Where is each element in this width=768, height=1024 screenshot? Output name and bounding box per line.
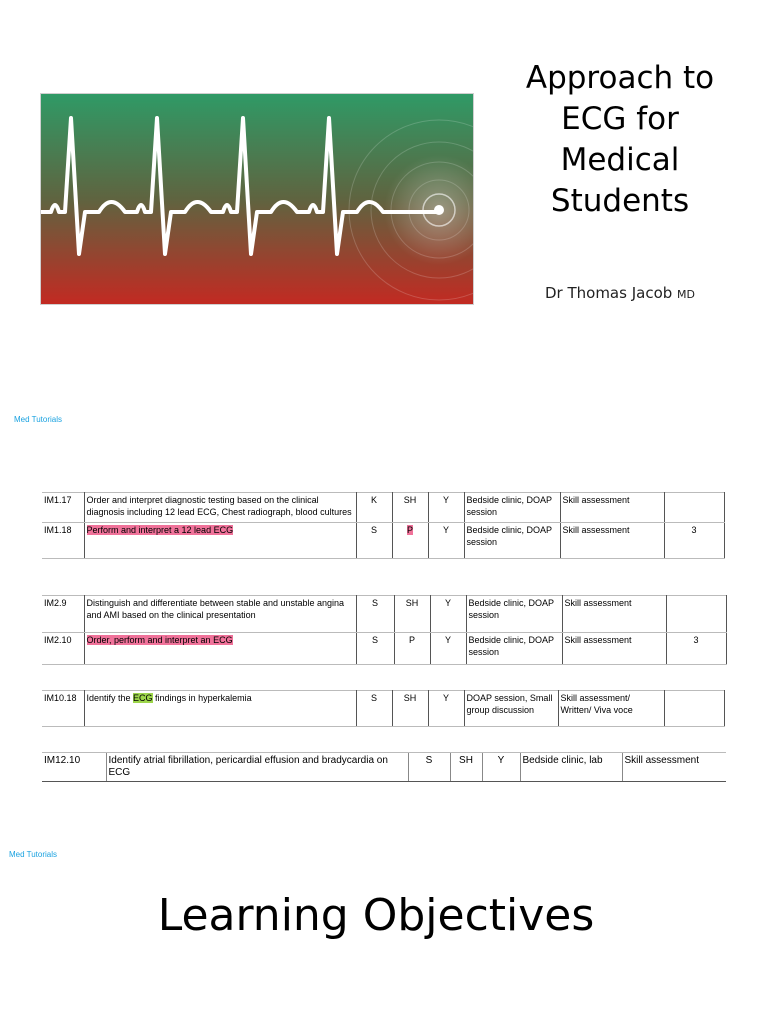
table-row xyxy=(42,523,724,559)
table-row xyxy=(42,691,724,727)
table-row xyxy=(42,633,726,665)
core-cell: Y xyxy=(428,691,464,727)
page-title: Approach to ECG for Medical Students xyxy=(525,60,715,219)
method-cell: DOAP session, Small group discussion xyxy=(464,691,558,727)
objectives-table-4-frame xyxy=(42,752,726,782)
footer-label: Med Tutorials xyxy=(14,415,63,424)
table-row xyxy=(42,753,726,781)
assessment-cell: Skill assessment xyxy=(562,633,666,665)
code-cell: IM1.17 xyxy=(42,493,84,523)
description-cell: Distinguish and differentiate between stable and unstable angina and AMI based on the clinical presentation xyxy=(84,596,356,633)
section-heading: Learning Objectives xyxy=(157,890,595,941)
code-cell: IM2.10 xyxy=(42,633,84,665)
core-cell: Y xyxy=(482,753,520,781)
level-cell: P xyxy=(394,633,430,665)
core-cell: Y xyxy=(430,633,466,665)
assessment-cell: Skill assessment/ Written/ Viva voce xyxy=(558,691,664,727)
highlighted-text: P xyxy=(406,525,413,535)
method-cell: Bedside clinic, DOAP session xyxy=(464,523,560,559)
core-cell: Y xyxy=(430,596,466,633)
domain-cell: S xyxy=(356,523,392,559)
description-text: Identify the xyxy=(86,693,134,703)
description-cell: Identify atrial fibrillation, pericardial effusion and bradycardia on ECG xyxy=(106,753,408,781)
number-cell xyxy=(664,691,724,727)
assessment-cell: Skill assessment xyxy=(560,523,664,559)
core-cell: Y xyxy=(428,493,464,523)
objectives-table-3 xyxy=(42,690,725,727)
level-cell xyxy=(392,523,428,559)
method-cell: Bedside clinic, DOAP session xyxy=(466,633,562,665)
level-cell: SH xyxy=(392,691,428,727)
assessment-cell: Skill assessment xyxy=(560,493,664,523)
number-cell xyxy=(664,493,724,523)
author-line xyxy=(498,284,742,302)
number-cell: 3 xyxy=(664,523,724,559)
objectives-table-4 xyxy=(42,753,726,781)
ecg-banner-image xyxy=(40,93,474,305)
domain-cell: S xyxy=(356,633,394,665)
code-cell: IM2.9 xyxy=(42,596,84,633)
domain-cell: K xyxy=(356,493,392,523)
objectives-table-2 xyxy=(42,595,727,665)
level-cell: SH xyxy=(394,596,430,633)
author-name: Dr Thomas Jacob xyxy=(544,284,673,302)
footer-label: Med Tutorials xyxy=(9,850,58,859)
ecg-heartbeat-icon xyxy=(41,94,473,304)
description-text: findings in hyperkalemia xyxy=(152,693,252,703)
method-cell: Bedside clinic, DOAP session xyxy=(464,493,560,523)
code-cell: IM12.10 xyxy=(42,753,106,781)
number-cell: 3 xyxy=(666,633,726,665)
description-cell: Order and interpret diagnostic testing based on the clinical diagnosis including 12 lead ECG, Chest radiograph, blood cultures xyxy=(84,493,356,523)
table-row xyxy=(42,493,724,523)
highlighted-text: ECG xyxy=(133,693,153,703)
description-cell xyxy=(84,523,356,559)
domain-cell: S xyxy=(356,596,394,633)
method-cell: Bedside clinic, DOAP session xyxy=(466,596,562,633)
table-row xyxy=(42,596,726,633)
core-cell: Y xyxy=(428,523,464,559)
description-cell xyxy=(84,633,356,665)
level-cell: SH xyxy=(392,493,428,523)
highlighted-text: Order, perform and interpret an ECG xyxy=(86,635,233,645)
objectives-table-1 xyxy=(42,492,725,559)
domain-cell: S xyxy=(356,691,392,727)
level-cell: SH xyxy=(450,753,482,781)
assessment-cell: Skill assessment xyxy=(562,596,666,633)
description-cell xyxy=(84,691,356,727)
assessment-cell: Skill assessment xyxy=(624,755,699,766)
code-cell: IM10.18 xyxy=(42,691,84,727)
highlighted-text: Perform and interpret a 12 lead ECG xyxy=(86,525,234,535)
code-cell: IM1.18 xyxy=(42,523,84,559)
author-suffix: MD xyxy=(677,288,696,301)
domain-cell: S xyxy=(408,753,450,781)
number-cell xyxy=(666,596,726,633)
method-cell: Bedside clinic, lab xyxy=(520,753,622,781)
